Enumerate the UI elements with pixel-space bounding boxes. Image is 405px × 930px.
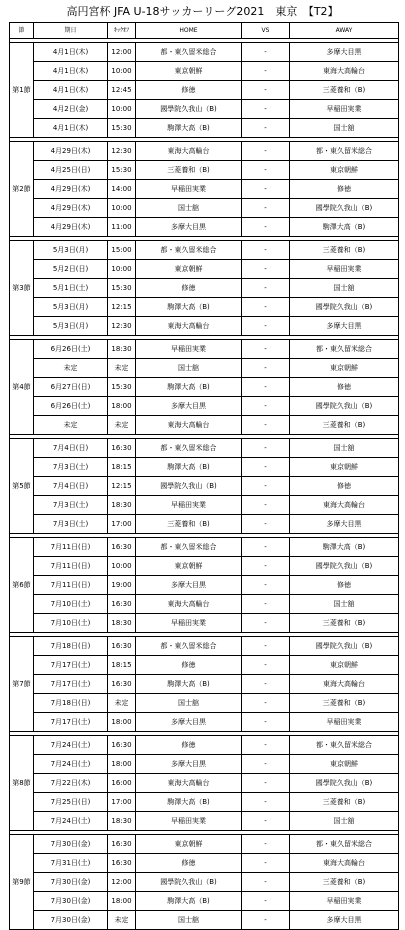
- home-team: 東京朝鮮: [136, 260, 242, 279]
- home-team: 駒澤大高（B): [136, 675, 242, 694]
- table-row: [10, 340, 399, 359]
- table-row: [10, 359, 399, 378]
- away-team: 國學院久我山（B): [290, 298, 399, 317]
- home-team: 東京朝鮮: [136, 835, 242, 854]
- home-team: 国士舘: [136, 199, 242, 218]
- home-team: 早稲田実業: [136, 340, 242, 359]
- kickoff-time: 16:30: [108, 854, 136, 873]
- away-team: 早稲田実業: [290, 100, 399, 119]
- table-row: [10, 317, 399, 336]
- home-team: 都・東久留米総合: [136, 637, 242, 656]
- vs-cell: -: [242, 793, 290, 812]
- header-vs: VS: [242, 23, 290, 39]
- table-row: [10, 538, 399, 557]
- round-label: 第3節: [10, 241, 34, 336]
- vs-cell: -: [242, 43, 290, 62]
- match-date: 未定: [34, 359, 108, 378]
- table-row: [10, 161, 399, 180]
- header-away: AWAY: [290, 23, 399, 39]
- match-date: 4月2日(金): [34, 100, 108, 119]
- home-team: 東海大高輪台: [136, 142, 242, 161]
- table-row: [10, 755, 399, 774]
- home-team: 國學院久我山（B): [136, 477, 242, 496]
- away-team: 東京朝鮮: [290, 359, 399, 378]
- kickoff-time: 10:00: [108, 62, 136, 81]
- kickoff-time: 15:30: [108, 378, 136, 397]
- home-team: 国士舘: [136, 359, 242, 378]
- table-row: [10, 241, 399, 260]
- match-date: 7月11日(日): [34, 538, 108, 557]
- table-row: [10, 774, 399, 793]
- home-team: 多摩大目黒: [136, 755, 242, 774]
- table-row: [10, 854, 399, 873]
- table-row: [10, 142, 399, 161]
- vs-cell: -: [242, 812, 290, 831]
- away-team: 東京朝鮮: [290, 458, 399, 477]
- vs-cell: -: [242, 180, 290, 199]
- table-row: [10, 298, 399, 317]
- home-team: 國學院久我山（B): [136, 873, 242, 892]
- vs-cell: -: [242, 637, 290, 656]
- match-date: 7月25日(日): [34, 793, 108, 812]
- away-team: 東京朝鮮: [290, 755, 399, 774]
- kickoff-time: 10:00: [108, 100, 136, 119]
- away-team: 国士舘: [290, 595, 399, 614]
- match-date: 7月30日(金): [34, 892, 108, 911]
- vs-cell: -: [242, 774, 290, 793]
- table-row: [10, 713, 399, 732]
- table-row: [10, 637, 399, 656]
- match-date: 5月3日(月): [34, 317, 108, 336]
- home-team: 都・東久留米総合: [136, 439, 242, 458]
- away-team: 三菱養和（B): [290, 694, 399, 713]
- kickoff-time: 18:30: [108, 812, 136, 831]
- match-date: 6月26日(土): [34, 340, 108, 359]
- kickoff-time: 18:00: [108, 397, 136, 416]
- kickoff-time: 12:15: [108, 298, 136, 317]
- home-team: 東海大高輪台: [136, 774, 242, 793]
- away-team: 修徳: [290, 477, 399, 496]
- vs-cell: -: [242, 595, 290, 614]
- home-team: 都・東久留米総合: [136, 538, 242, 557]
- match-date: 7月24日(土): [34, 755, 108, 774]
- table-row: [10, 439, 399, 458]
- home-team: 多摩大目黒: [136, 218, 242, 237]
- match-date: 4月29日(木): [34, 180, 108, 199]
- match-date: 4月1日(木): [34, 43, 108, 62]
- home-team: 修徳: [136, 279, 242, 298]
- match-date: 6月27日(日): [34, 378, 108, 397]
- away-team: 東京朝鮮: [290, 161, 399, 180]
- table-row: [10, 62, 399, 81]
- home-team: 三菱養和（B): [136, 515, 242, 534]
- away-team: 國學院久我山（B): [290, 637, 399, 656]
- kickoff-time: 15:30: [108, 279, 136, 298]
- header-kickoff: ｷｯｸｵﾌ: [108, 23, 136, 39]
- table-row: [10, 911, 399, 930]
- vs-cell: -: [242, 317, 290, 336]
- kickoff-time: 15:30: [108, 119, 136, 138]
- kickoff-time: 17:00: [108, 793, 136, 812]
- kickoff-time: 12:00: [108, 873, 136, 892]
- kickoff-time: 16:00: [108, 774, 136, 793]
- away-team: 国士舘: [290, 439, 399, 458]
- vs-cell: -: [242, 538, 290, 557]
- vs-cell: -: [242, 199, 290, 218]
- away-team: 三菱養和（B): [290, 793, 399, 812]
- table-row: [10, 279, 399, 298]
- home-team: 早稲田実業: [136, 496, 242, 515]
- home-team: 都・東久留米総合: [136, 43, 242, 62]
- home-team: 多摩大目黒: [136, 576, 242, 595]
- table-row: [10, 416, 399, 435]
- away-team: 都・東久留米総合: [290, 835, 399, 854]
- kickoff-time: 18:30: [108, 614, 136, 633]
- match-date: 4月29日(木): [34, 218, 108, 237]
- kickoff-time: 11:00: [108, 218, 136, 237]
- round-label: 第5節: [10, 439, 34, 534]
- match-date: 4月25日(日): [34, 161, 108, 180]
- header-row: [10, 23, 399, 39]
- vs-cell: -: [242, 458, 290, 477]
- match-date: 4月29日(木): [34, 199, 108, 218]
- away-team: 東海大高輪台: [290, 854, 399, 873]
- kickoff-time: 16:30: [108, 538, 136, 557]
- table-row: [10, 736, 399, 755]
- page-title: 高円宮杯 JFA U-18サッカーリーグ2021 東京 【T2】: [66, 5, 339, 18]
- vs-cell: -: [242, 576, 290, 595]
- kickoff-time: 15:00: [108, 241, 136, 260]
- match-date: 7月17日(土): [34, 675, 108, 694]
- match-date: 7月18日(日): [34, 694, 108, 713]
- home-team: 駒澤大高（B): [136, 378, 242, 397]
- table-row: [10, 873, 399, 892]
- home-team: 駒澤大高（B): [136, 119, 242, 138]
- table-row: [10, 576, 399, 595]
- match-date: 7月18日(日): [34, 637, 108, 656]
- home-team: 東海大高輪台: [136, 317, 242, 336]
- kickoff-time: 12:30: [108, 317, 136, 336]
- vs-cell: -: [242, 892, 290, 911]
- away-team: 三菱養和（B): [290, 614, 399, 633]
- kickoff-time: 18:00: [108, 892, 136, 911]
- table-row: [10, 557, 399, 576]
- table-row: [10, 595, 399, 614]
- away-team: 国士舘: [290, 812, 399, 831]
- away-team: 東京朝鮮: [290, 656, 399, 675]
- kickoff-time: 16:30: [108, 835, 136, 854]
- away-team: 多摩大目黒: [290, 911, 399, 930]
- vs-cell: -: [242, 515, 290, 534]
- home-team: 駒澤大高（B): [136, 892, 242, 911]
- schedule-table: [9, 22, 399, 930]
- vs-cell: -: [242, 142, 290, 161]
- match-date: 7月22日(木): [34, 774, 108, 793]
- away-team: 多摩大目黒: [290, 43, 399, 62]
- vs-cell: -: [242, 656, 290, 675]
- away-team: 都・東久留米総合: [290, 736, 399, 755]
- kickoff-time: 12:00: [108, 43, 136, 62]
- away-team: 駒澤大高（B): [290, 218, 399, 237]
- kickoff-time: 12:45: [108, 81, 136, 100]
- vs-cell: -: [242, 119, 290, 138]
- vs-cell: -: [242, 439, 290, 458]
- kickoff-time: 10:00: [108, 199, 136, 218]
- kickoff-time: 未定: [108, 359, 136, 378]
- round-label: 第8節: [10, 736, 34, 831]
- vs-cell: -: [242, 416, 290, 435]
- match-date: 7月4日(日): [34, 439, 108, 458]
- home-team: 早稲田実業: [136, 180, 242, 199]
- kickoff-time: 18:00: [108, 713, 136, 732]
- kickoff-time: 16:30: [108, 675, 136, 694]
- home-team: 都・東久留米総合: [136, 241, 242, 260]
- home-team: 国士舘: [136, 694, 242, 713]
- match-date: 7月30日(金): [34, 835, 108, 854]
- away-team: 早稲田実業: [290, 892, 399, 911]
- table-row: [10, 378, 399, 397]
- schedule-body: [10, 39, 399, 930]
- home-team: 東京朝鮮: [136, 62, 242, 81]
- kickoff-time: 15:30: [108, 161, 136, 180]
- match-date: 7月31日(土): [34, 854, 108, 873]
- away-team: 三菱養和（B): [290, 873, 399, 892]
- home-team: 早稲田実業: [136, 614, 242, 633]
- table-row: [10, 100, 399, 119]
- away-team: 修徳: [290, 378, 399, 397]
- match-date: 7月24日(土): [34, 736, 108, 755]
- match-date: 7月3日(土): [34, 496, 108, 515]
- kickoff-time: 16:30: [108, 736, 136, 755]
- home-team: 多摩大目黒: [136, 397, 242, 416]
- table-row: [10, 180, 399, 199]
- round-label: 第2節: [10, 142, 34, 237]
- kickoff-time: 16:30: [108, 439, 136, 458]
- vs-cell: -: [242, 755, 290, 774]
- vs-cell: -: [242, 81, 290, 100]
- away-team: 三菱養和（B): [290, 416, 399, 435]
- vs-cell: -: [242, 736, 290, 755]
- kickoff-time: 未定: [108, 416, 136, 435]
- home-team: 多摩大目黒: [136, 713, 242, 732]
- vs-cell: -: [242, 298, 290, 317]
- vs-cell: -: [242, 279, 290, 298]
- vs-cell: -: [242, 218, 290, 237]
- table-row: [10, 119, 399, 138]
- kickoff-time: 16:30: [108, 637, 136, 656]
- home-team: 早稲田実業: [136, 812, 242, 831]
- home-team: 駒澤大高（B): [136, 458, 242, 477]
- home-team: 国士舘: [136, 911, 242, 930]
- match-date: 7月30日(金): [34, 911, 108, 930]
- away-team: 国士舘: [290, 119, 399, 138]
- vs-cell: -: [242, 340, 290, 359]
- match-date: 7月11日(日): [34, 576, 108, 595]
- header-home: HOME: [136, 23, 242, 39]
- away-team: 國學院久我山（B): [290, 557, 399, 576]
- round-label: 第6節: [10, 538, 34, 633]
- table-row: [10, 892, 399, 911]
- kickoff-time: 10:00: [108, 260, 136, 279]
- table-row: [10, 477, 399, 496]
- away-team: 早稲田実業: [290, 713, 399, 732]
- away-team: 国士舘: [290, 279, 399, 298]
- kickoff-time: 12:15: [108, 477, 136, 496]
- home-team: 修徳: [136, 736, 242, 755]
- vs-cell: -: [242, 854, 290, 873]
- away-team: 三菱養和（B): [290, 241, 399, 260]
- vs-cell: -: [242, 359, 290, 378]
- table-row: [10, 793, 399, 812]
- round-label: 第7節: [10, 637, 34, 732]
- match-date: 7月11日(日): [34, 557, 108, 576]
- vs-cell: -: [242, 557, 290, 576]
- vs-cell: -: [242, 694, 290, 713]
- table-row: [10, 614, 399, 633]
- table-row: [10, 218, 399, 237]
- table-row: [10, 812, 399, 831]
- away-team: 多摩大目黒: [290, 515, 399, 534]
- table-row: [10, 694, 399, 713]
- away-team: 修徳: [290, 576, 399, 595]
- kickoff-time: 14:00: [108, 180, 136, 199]
- away-team: 東海大高輪台: [290, 675, 399, 694]
- vs-cell: -: [242, 100, 290, 119]
- match-date: 7月10日(土): [34, 614, 108, 633]
- home-team: 修徳: [136, 854, 242, 873]
- away-team: 三菱養和（B): [290, 81, 399, 100]
- home-team: 東京朝鮮: [136, 557, 242, 576]
- match-date: 4月29日(木): [34, 142, 108, 161]
- header-date: 期日: [34, 23, 108, 39]
- kickoff-time: 17:00: [108, 515, 136, 534]
- vs-cell: -: [242, 675, 290, 694]
- match-date: 6月26日(土): [34, 397, 108, 416]
- match-date: 7月4日(日): [34, 477, 108, 496]
- match-date: 5月3日(月): [34, 241, 108, 260]
- kickoff-time: 未定: [108, 911, 136, 930]
- match-date: 4月1日(木): [34, 119, 108, 138]
- away-team: 早稲田実業: [290, 260, 399, 279]
- kickoff-time: 18:15: [108, 458, 136, 477]
- away-team: 修徳: [290, 180, 399, 199]
- match-date: 7月30日(金): [34, 873, 108, 892]
- kickoff-time: 18:30: [108, 340, 136, 359]
- vs-cell: -: [242, 496, 290, 515]
- table-row: [10, 835, 399, 854]
- kickoff-time: 12:30: [108, 142, 136, 161]
- away-team: 國學院久我山（B): [290, 199, 399, 218]
- table-row: [10, 199, 399, 218]
- kickoff-time: 16:30: [108, 595, 136, 614]
- kickoff-time: 18:30: [108, 496, 136, 515]
- table-row: [10, 656, 399, 675]
- kickoff-time: 10:00: [108, 557, 136, 576]
- vs-cell: -: [242, 378, 290, 397]
- table-row: [10, 43, 399, 62]
- match-date: 4月1日(木): [34, 81, 108, 100]
- home-team: 修徳: [136, 656, 242, 675]
- match-date: 7月3日(土): [34, 458, 108, 477]
- home-team: 三菱養和（B): [136, 161, 242, 180]
- home-team: 駒澤大高（B): [136, 793, 242, 812]
- vs-cell: -: [242, 873, 290, 892]
- vs-cell: -: [242, 713, 290, 732]
- away-team: 東海大高輪台: [290, 62, 399, 81]
- round-label: 第4節: [10, 340, 34, 435]
- home-team: 東海大高輪台: [136, 595, 242, 614]
- table-row: [10, 260, 399, 279]
- table-row: [10, 397, 399, 416]
- table-row: [10, 675, 399, 694]
- away-team: 國學院久我山（B): [290, 774, 399, 793]
- vs-cell: -: [242, 477, 290, 496]
- header-section: 節: [10, 23, 34, 39]
- match-date: 未定: [34, 416, 108, 435]
- away-team: 都・東久留米総合: [290, 142, 399, 161]
- vs-cell: -: [242, 161, 290, 180]
- kickoff-time: 未定: [108, 694, 136, 713]
- vs-cell: -: [242, 241, 290, 260]
- kickoff-time: 19:00: [108, 576, 136, 595]
- away-team: 駒澤大高（B): [290, 538, 399, 557]
- match-date: 7月17日(土): [34, 656, 108, 675]
- home-team: 東海大高輪台: [136, 416, 242, 435]
- match-date: 7月24日(土): [34, 812, 108, 831]
- vs-cell: -: [242, 911, 290, 930]
- home-team: 國學院久我山（B): [136, 100, 242, 119]
- match-date: 5月3日(月): [34, 298, 108, 317]
- vs-cell: -: [242, 62, 290, 81]
- table-row: [10, 515, 399, 534]
- away-team: 多摩大目黒: [290, 317, 399, 336]
- away-team: 都・東久留米総合: [290, 340, 399, 359]
- kickoff-time: 18:15: [108, 656, 136, 675]
- match-date: 4月1日(木): [34, 62, 108, 81]
- table-row: [10, 496, 399, 515]
- table-row: [10, 81, 399, 100]
- home-team: 修徳: [136, 81, 242, 100]
- round-label: 第1節: [10, 43, 34, 138]
- match-date: 7月17日(土): [34, 713, 108, 732]
- table-row: [10, 458, 399, 477]
- match-date: 5月1日(土): [34, 279, 108, 298]
- match-date: 7月3日(土): [34, 515, 108, 534]
- kickoff-time: 18:00: [108, 755, 136, 774]
- home-team: 駒澤大高（B): [136, 298, 242, 317]
- vs-cell: -: [242, 397, 290, 416]
- vs-cell: -: [242, 835, 290, 854]
- match-date: 5月2日(日): [34, 260, 108, 279]
- match-date: 7月10日(土): [34, 595, 108, 614]
- away-team: 國學院久我山（B): [290, 397, 399, 416]
- vs-cell: -: [242, 614, 290, 633]
- away-team: 東海大高輪台: [290, 496, 399, 515]
- vs-cell: -: [242, 260, 290, 279]
- round-label: 第9節: [10, 835, 34, 930]
